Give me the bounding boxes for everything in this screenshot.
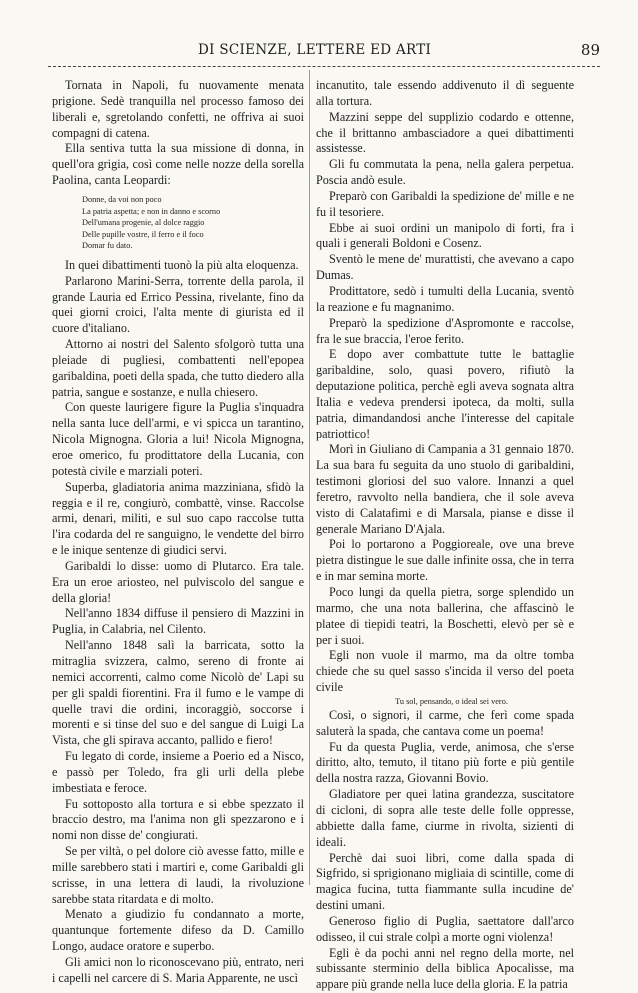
poem-line: Domar fu dato.	[82, 241, 133, 251]
poem-line: Donne, da voi non poco	[82, 194, 162, 204]
paragraph: Perchè dai suoi libri, come dalla spada di Sigfrido, si sprigionano migliaia di scintille, come di magica fucina, tutta fiammante sulla incudine de' destini umani.	[316, 850, 574, 913]
paragraph: Ella sentiva tutta la sua missione di donna, in quell'ora grigia, così come nelle nozze della sorella Paolina, canta Leopardi:	[52, 141, 304, 188]
column-separator	[309, 70, 310, 885]
paragraph: Prodittatore, sedò i tumulti della Lucania, sventò la reazione e fu magnanimo.	[316, 283, 574, 314]
paragraph: Nell'anno 1848 salì la barricata, sotto la mitraglia svizzera, calmo, sereno di fronte ai nemici accorrenti, calmo come Nicolò de' Lapi su per gli spaldi fiorentini. Fra il fumo e le vampe di quelle travi die ordini, incoraggiò, soccorse i morenti e si tinse del suo e del sangue di Luigi La Vista, che gli spirava accanto, pallido e fiero!	[52, 638, 304, 748]
paragraph: Tornata in Napoli, fu nuovamente menata prigione. Sedè tranquilla nel processo famoso dei liberali e, sgretolando confetti, ne offriva ai suoi compagni di catena.	[52, 78, 304, 140]
paragraph: Fu sottoposto alla tortura e si ebbe spezzato il braccio destro, ma l'anima non gli spezzarono e i nomi non disse de' congiurati.	[52, 796, 304, 843]
verse-quotation: Tu sol, pensando, o ideal sei vero.	[395, 696, 508, 706]
paragraph: Egli non vuole il marmo, ma da oltre tomba chiede che su quel sasso s'incida il verso del poeta civile	[316, 648, 574, 695]
paragraph: Preparò la spedizione d'Aspromonte e raccolse, fra le sue braccia, l'eroe ferito.	[316, 315, 574, 346]
running-title: DI SCIENZE, LETTERE ED ARTI	[198, 42, 432, 58]
paragraph: Gli amici non lo riconoscevano più, entrato, neri i capelli nel carcere di S. Maria Apparente, ne uscì	[52, 955, 304, 985]
page-number: 89	[580, 41, 600, 59]
paragraph: Ebbe ai suoi ordini un manipolo di forti, fra i quali i generali Boldoni e Cosenz.	[316, 220, 574, 251]
page-header	[48, 42, 608, 62]
paragraph: Con queste laurigere figure la Puglia s'inquadra nella santa luce dell'armi, e vi spicca un tarantino, Nicola Mignogna. Gloria a lui! Nicola Mignogna, eroe omerico, fu prodittatore della Lucania, con potestà civile e marziali poteri.	[52, 400, 304, 478]
header-rule	[48, 66, 600, 67]
paragraph: Sventò le mene de' murattisti, che avevano a capo Dumas.	[316, 252, 574, 283]
paragraph: Attorno ai nostri del Salento sfolgorò tutta una pleiade di pugliesi, combattenti nell'epopea garibaldina, poeti della spada, che tutto diedero alla patria, sangue e sostanze, e nulla chiesero.	[52, 337, 304, 399]
paragraph: Parlarono Marini-Serra, torrente della parola, il grande Lauria ed Errico Pessina, rivelante, fino da quei giorni croici, l'alta mente di giurista ed il cuore d'italiano.	[52, 273, 304, 336]
paragraph: Poi lo portarono a Poggioreale, ove una breve pietra distingue le sue dalle infinite ossa, che in terra e in mar semina morte.	[316, 537, 574, 584]
paragraph: Poco lungi da quella pietra, sorge splendido un marmo, che una nota ballerina, che affascinò le platee di tiepidi teatri, la Boschetti, elevò per sè e per i suoi.	[316, 585, 574, 647]
paragraph: Morì in Giuliano di Campania a 31 gennaio 1870. La sua bara fu seguita da uno stuolo di garibaldini, testimoni gloriosi del suo valore. Innanzi a quel feretro, ravvolto nella bandiera, che il sole aveva visto di Calatafimi e di Marsala, pianse e disse il generale Mariano D'Ajala.	[316, 442, 574, 536]
poem-quotation	[82, 194, 304, 252]
paragraph: In quei dibattimenti tuonò la più alta eloquenza.	[65, 257, 299, 272]
paragraph: Fu da questa Puglia, verde, animosa, che s'erse diritto, alto, temuto, il titano più forte e più gentile della nostra razza, Giovanni Bovio.	[316, 739, 574, 786]
poem-line: Delle pupille vostre, il ferro e il foco	[82, 229, 204, 239]
paragraph: incanutito, tale essendo addivenuto il dì seguente alla tortura.	[316, 78, 574, 108]
paragraph: Garibaldi lo disse: uomo di Plutarco. Era tale. Era un eroe ariosteo, nel pulviscolo del sangue e della gloria!	[52, 558, 304, 605]
paragraph: Se per viltà, o pel dolore ciò avesse fatto, mille e mille sarebbero stati i martiri e, come Garibaldi gli scrisse, in una lettera di laudi, la rivoluzione sarebbe stata ritardata e di molto.	[52, 844, 304, 906]
paragraph: Nell'anno 1834 diffuse il pensiero di Mazzini in Puglia, in Calabria, nel Cilento.	[52, 606, 304, 637]
paragraph: Fu legato di corde, insieme a Poerio ed a Nisco, e passò per Toledo, fra gli urli della plebe imbestiata e feroce.	[52, 749, 304, 795]
paragraph: Così, o signori, il carme, che ferì come spada saluterà la spada, che cantava come un poema!	[316, 707, 574, 738]
paragraph: E dopo aver combattute tutte le battaglie garibaldine, solo, quasi povero, rifiutò la deputazione politica, perchè egli aveva sognata altra Italia e vedeva prendersi ipoteca, da molti, sulla patria, dimandandosi anche l'interesse del capitale patriottico!	[316, 347, 574, 441]
paragraph: Superba, gladiatoria anima mazziniana, sfidò la reggia e il re, congiurò, combattè, vinse. Raccolse armi, denari, militi, e sul suo capo raccolse tutta l'ira codarda del re sanguigno, le vendette del birro e le inique sentenze di giudici servi.	[52, 479, 304, 558]
poem-line: Dell'umana progenie, al dolce raggio	[82, 218, 205, 228]
paragraph: Menato a giudizio fu condannato a morte, quantunque fortemente difeso da D. Camillo Longo, audace oratore e superbo.	[52, 907, 304, 954]
paragraph: Egli è da pochi anni nel regno della morte, nel subissante sterminio della biblica Apocalisse, ma appare più grande nella luce della gloria. E la patria	[316, 945, 574, 992]
left-column	[52, 78, 304, 987]
paragraph: Generoso figlio di Puglia, saettatore dall'arco odisseo, il cui strale colpì a morte ogni violenza!	[316, 913, 574, 944]
paragraph: Gli fu commutata la pena, nella galera perpetua. Poscia andò esule.	[316, 157, 574, 188]
paragraph: Preparò con Garibaldi la spedizione de' mille e ne fu il tesoriere.	[316, 188, 574, 219]
poem-line: La patria aspetta; e non in danno e scorno	[82, 206, 221, 216]
paragraph: Mazzini seppe del supplizio codardo e ottenne, che il brittanno ambasciadore a quei dibattimenti assistesse.	[316, 109, 574, 156]
paragraph: Gladiatore per quei latina grandezza, suscitatore di cicloni, di sopra alle teste delle folle oppresse, abbiette dalla fame, ciurme in rivolta, sizienti di ideali.	[316, 787, 574, 849]
right-column	[316, 78, 574, 993]
